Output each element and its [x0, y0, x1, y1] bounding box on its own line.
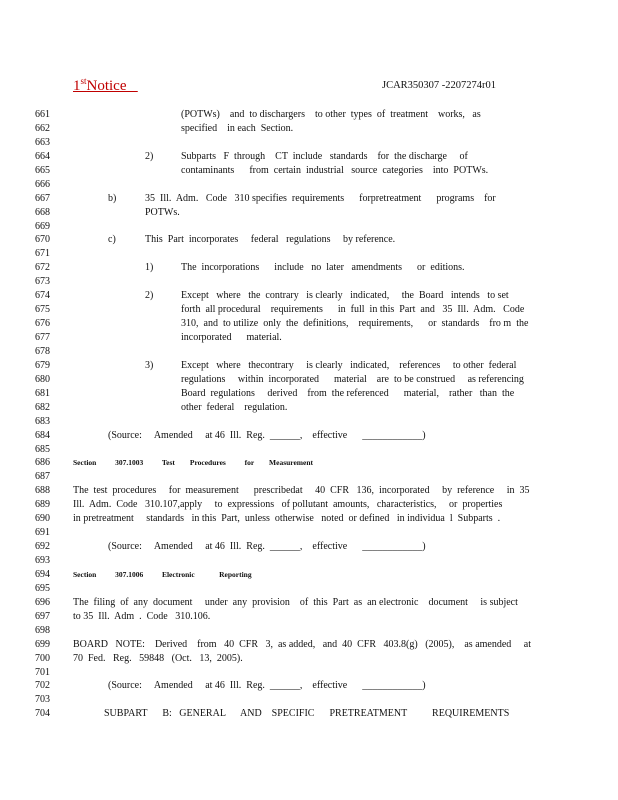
notice-text: [73, 78, 138, 94]
document-line: [0, 624, 618, 638]
document-line: [0, 540, 618, 554]
line-text: Board regulations derived from the referenced material, rather than the: [181, 387, 515, 399]
line-text: The filing of any document under any provision of this Part as an electronic document is subject: [73, 596, 518, 608]
line-text: c): [108, 234, 116, 246]
line-number: 669: [35, 220, 50, 232]
document-line: [0, 289, 618, 303]
document-line: [0, 387, 618, 401]
document-line: [0, 150, 618, 164]
line-text: 2): [145, 290, 154, 302]
document-line: [0, 652, 618, 666]
document-line: [0, 164, 618, 178]
document-line: [0, 707, 618, 721]
line-number: 695: [35, 582, 50, 594]
document-line: [0, 247, 618, 261]
line-number: 694: [35, 568, 50, 580]
notice-word: Notice: [86, 78, 127, 94]
notice-number: 1: [73, 78, 81, 94]
line-text: Ill. Adm. Code 310.107,apply to expressions of pollutant amounts, characteristics, or properties: [73, 499, 503, 511]
document-line: [0, 498, 618, 512]
line-number: 666: [35, 178, 50, 190]
line-text: The test procedures for measurement prescribedat 40 CFR 136, incorporated by reference in 35: [73, 485, 530, 497]
line-text: 3): [145, 359, 154, 371]
document-line: [0, 275, 618, 289]
line-text: other federal regulation.: [181, 401, 288, 413]
line-text: POTWs.: [145, 206, 180, 218]
document-line: [0, 220, 618, 234]
line-number: 677: [35, 332, 50, 343]
line-text: 2): [145, 150, 154, 162]
document-line: [0, 610, 618, 624]
line-number: 689: [35, 499, 50, 511]
line-number: 693: [35, 555, 50, 566]
line-number: 684: [35, 429, 50, 441]
line-text: forth all procedural requirements in full in this Part and 35 Ill. Adm. Code: [181, 304, 525, 316]
line-number: 690: [35, 513, 50, 525]
line-number: 674: [35, 290, 50, 302]
line-text: 70 Fed. Reg. 59848 (Oct. 13, 2005).: [73, 652, 243, 664]
document-line: [0, 192, 618, 206]
line-number: 675: [35, 304, 50, 316]
section-heading: Section 307.1006 Electronic Reporting: [73, 569, 252, 579]
document-line: [0, 108, 618, 122]
line-text: regulations within incorporated material are to be construed as referencing: [181, 373, 524, 385]
section-heading: Section 307.1003 Test Procedures for Measurement: [73, 458, 314, 468]
line-text: Subparts F through CT include standards for the discharge of: [181, 150, 468, 162]
line-number: 683: [35, 415, 50, 427]
document-line: [0, 456, 618, 470]
line-text: contaminants from certain industrial source categories into POTWs.: [181, 164, 489, 176]
line-number: 697: [35, 610, 50, 622]
document-line: [0, 331, 618, 345]
line-number: 698: [35, 624, 50, 636]
line-number: 682: [35, 401, 50, 413]
document-line: [0, 554, 618, 568]
line-text: in pretreatment standards in this Part, unless otherwise noted or defined in individua l Subparts .: [73, 513, 501, 525]
document-line: [0, 470, 618, 484]
line-number: 661: [35, 109, 50, 120]
document-id: JCAR350307 -2207274r01: [382, 80, 497, 91]
line-number: 668: [35, 206, 50, 218]
document-line: [0, 443, 618, 457]
document-line: [0, 679, 618, 693]
document-line: [0, 373, 618, 387]
line-text: 35 Ill. Adm. Code 310 specifies requirements forpretreatment programs for: [145, 192, 496, 204]
document-line: [0, 526, 618, 540]
line-number: 671: [35, 248, 50, 260]
line-number: 692: [35, 541, 50, 553]
line-number: 702: [35, 680, 50, 692]
document-line: [0, 596, 618, 610]
document-line: [0, 582, 618, 596]
document-line: [0, 359, 618, 373]
line-text: incorporated material.: [181, 332, 282, 343]
line-number: 680: [35, 373, 50, 385]
line-number: 696: [35, 596, 50, 608]
document-line: [0, 693, 618, 707]
document-line: [0, 136, 618, 150]
line-text: The incorporations include no later amendments or editions.: [181, 262, 465, 274]
line-text: 1): [145, 262, 154, 274]
document-line: [0, 206, 618, 220]
document-line: [0, 512, 618, 526]
line-number: 663: [35, 136, 50, 148]
document-line: [0, 568, 618, 582]
document-line: [0, 317, 618, 331]
line-number: 685: [35, 443, 50, 455]
line-number: 679: [35, 359, 50, 371]
line-number: 687: [35, 471, 50, 483]
document-line: [0, 484, 618, 498]
notice-label: [73, 76, 138, 95]
document-line: [0, 429, 618, 443]
document-line: [0, 415, 618, 429]
line-number: 673: [35, 276, 50, 288]
line-text: (Source: Amended at 46 Ill. Reg. ______, effective ____________): [108, 541, 426, 553]
document-line: [0, 122, 618, 136]
document-line: [0, 233, 618, 247]
line-text: SUBPART B: GENERAL AND SPECIFIC PRETREATMENT REQUIREMENTS: [104, 708, 510, 720]
line-number: 670: [35, 234, 50, 246]
line-text: 310, and to utilize only the definitions, requirements, or standards fro m the: [181, 318, 529, 330]
line-number: 699: [35, 638, 50, 650]
line-text: This Part incorporates federal regulations by reference.: [145, 234, 396, 246]
line-number: 688: [35, 485, 50, 497]
line-number: 676: [35, 318, 50, 330]
line-text: to 35 Ill. Adm . Code 310.106.: [73, 610, 211, 622]
line-number: 681: [35, 387, 50, 399]
document-body: [0, 108, 618, 721]
line-text: (POTWs) and to dischargers to other types of treatment works, as: [181, 109, 481, 120]
line-text: (Source: Amended at 46 Ill. Reg. ______, effective ____________): [108, 680, 426, 692]
line-text: (Source: Amended at 46 Ill. Reg. ______, effective ____________): [108, 429, 426, 441]
line-number: 686: [35, 457, 50, 469]
document-line: [0, 178, 618, 192]
line-number: 662: [35, 122, 50, 134]
document-line: [0, 638, 618, 652]
document-line: [0, 345, 618, 359]
notice-superscript: st: [80, 76, 87, 86]
document-line: [0, 401, 618, 415]
document-line: [0, 303, 618, 317]
line-text: BOARD NOTE: Derived from 40 CFR 3, as added, and 40 CFR 403.8(g) (2005), as amended at: [73, 638, 531, 650]
line-number: 672: [35, 262, 50, 274]
line-number: 664: [35, 150, 50, 162]
line-number: 700: [35, 652, 50, 664]
line-number: 665: [35, 164, 50, 176]
line-number: 691: [35, 527, 50, 539]
line-text: Except where thecontrary is clearly indicated, references to other federal: [181, 359, 517, 371]
line-number: 701: [35, 666, 50, 678]
line-number: 667: [35, 192, 50, 204]
line-number: 678: [35, 345, 50, 357]
document-line: [0, 666, 618, 680]
line-number: 703: [35, 694, 50, 706]
line-text: b): [108, 192, 117, 204]
line-number: 704: [35, 708, 50, 720]
line-text: specified in each Section.: [181, 122, 294, 134]
line-text: Except where the contrary is clearly indicated, the Board intends to set: [181, 290, 509, 302]
document-line: [0, 261, 618, 275]
